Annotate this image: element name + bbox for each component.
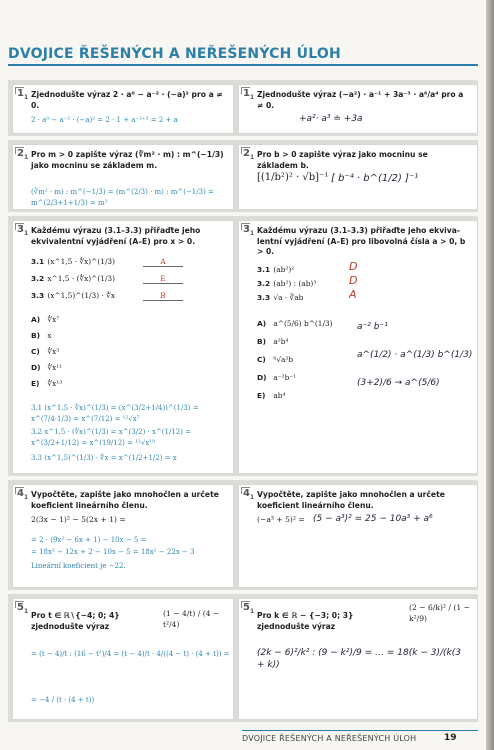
solution-step: = 2 · (9x² − 6x + 1) − 10x − 5 = <box>31 536 147 544</box>
solution-step: 3.2 x^1,5 · (∜x)^(1/3) = x^(3/2) · x^(1/12) = x^(3/2+1/12) = x^(19/12) = ¹²√x¹⁹ <box>31 428 192 447</box>
task-question: Pro b > 0 zapište výraz jako mocninu se základem b. <box>257 150 428 170</box>
solution-step: = −4 / (t · (4 + t)) <box>31 696 95 704</box>
task-expression: (−a³ + 5)² = <box>257 515 305 524</box>
solution-step: 3.1 (x^1,5 · ∜x)^(1/3) = (x^(3/2+1/4))^(1/3) = x^(7/4·1/3) = x^(7/12) = ¹²√x⁷ <box>31 404 199 423</box>
task-question: Každému výrazu (3.1–3.3) přiřaďte jeho ekvivalentní vyjádření (A–E) pro libovolná čísla a > 0, b > 0. <box>257 226 466 256</box>
option: E) ∜x¹³ <box>31 379 63 388</box>
handwritten-answer: +a²· a³ ≐ +3a <box>299 114 363 124</box>
task-1-right <box>238 84 478 134</box>
match-answer: E <box>143 274 183 284</box>
solution-step: Lineární koeficient je −22. <box>31 562 126 570</box>
match-item: 3.2 (ab²) : (ab)³ <box>257 279 317 288</box>
handwritten-match: D <box>349 260 358 273</box>
match-item: 3.1 (x^1,5 · ∜x)^(1/3) <box>31 257 116 266</box>
task-5-right <box>238 598 478 720</box>
task-expression: (2 − 6/k)² / (1 − k²/9) <box>409 603 470 623</box>
option: E) ab⁴ <box>257 391 286 400</box>
task-1-left <box>12 84 234 134</box>
task-question: Vypočtěte, zapište jako mnohočlen a určete koeficient lineárního členu. <box>257 490 445 510</box>
option: C) ⁶√a²b <box>257 355 294 364</box>
task-2-left <box>12 144 234 210</box>
task-question: Vypočtěte, zapište jako mnohočlen a určete koeficient lineárního členu. <box>31 490 219 510</box>
handwritten-match: D <box>349 274 358 287</box>
task-2-right <box>238 144 478 210</box>
task-expression: 2(3x − 1)² − 5(2x + 1) = <box>31 515 126 524</box>
running-footer: DVOJICE ŘEŠENÝCH A NEŘEŠENÝCH ÚLOH <box>242 734 417 743</box>
page-title: DVOJICE ŘEŠENÝCH A NEŘEŠENÝCH ÚLOH <box>8 46 341 62</box>
task-number: $3_1$ <box>17 224 29 237</box>
solution-step: = (t − 4)/t : (16 − t²)/4 = (t − 4)/t · 4/((4 − t) · (4 + t)) = <box>31 650 230 658</box>
task-expression: (1 − 4/t) / (4 − t²/4) <box>163 609 220 629</box>
option: D) a⁻²b⁻¹ <box>257 373 297 382</box>
task-4-left <box>12 484 234 588</box>
match-item: 3.3 (x^1,5)^(1/3) · ∜x <box>31 291 116 300</box>
task-number: $5_1$ <box>17 602 29 615</box>
option: B) x <box>31 331 52 340</box>
title-rule <box>8 64 478 66</box>
handwritten-answer: (2k − 6)²/k² : (9 − k²)/9 = … = 18(k − 3)/(k(3 + k)) <box>257 648 461 670</box>
option: D) ∜x¹¹ <box>31 363 63 372</box>
task-solution: 2 · a⁰ − a⁻² · (−a)² = 2 · 1 + a⁻²⁺² = 2 + a <box>31 116 178 124</box>
task-question: Pro m > 0 zapište výraz (∛m² · m) : m^(−1/3) jako mocninu se základem m. <box>31 150 224 170</box>
match-item: 3.2 x^1,5 · (∜x)^(1/3) <box>31 274 116 283</box>
task-number: $1_1$ <box>17 88 29 101</box>
option: C) ∜x³ <box>31 347 60 356</box>
task-number: $2_1$ <box>243 148 255 161</box>
task-question: Pro t ∈ ℝ∖{−4; 0; 4} zjednodušte výraz <box>31 611 120 631</box>
task-5-left <box>12 598 234 720</box>
option: A) a^(5/6) b^(1/3) <box>257 319 333 328</box>
option: B) a²b⁴ <box>257 337 289 346</box>
match-item: 3.3 √a · ∛ab <box>257 293 304 302</box>
handwritten-match: A <box>349 288 357 301</box>
match-answer: A <box>143 257 183 267</box>
page-number: 19 <box>444 733 457 743</box>
task-number: $2_1$ <box>17 148 29 161</box>
solution-step: 3.3 (x^1,5)^(1/3) · ∜x = x^(1/2+1/2) = x <box>31 454 177 462</box>
page-edge <box>486 0 494 750</box>
task-4-right <box>238 484 478 588</box>
task-question: Zjednodušte výraz (−a²) · a⁻¹ + 3a⁻³ · a⁶/a⁴ pro a ≠ 0. <box>257 90 464 110</box>
task-3-right <box>238 220 478 474</box>
handwritten-answer: (5 − a³)² = 25 − 10a³ + a⁶ <box>313 514 433 524</box>
task-expression: [(1/b²)² · √b]⁻¹ <box>257 172 329 183</box>
option: A) ∜x⁷ <box>31 315 60 324</box>
match-answer: B <box>143 291 183 301</box>
handwritten-note: a⁻² b⁻¹ <box>357 322 388 332</box>
task-number: $4_1$ <box>17 488 29 501</box>
task-solution: (∛m² · m) : m^(−1/3) = (m^(2/3) · m) : m^(−1/3) = m^(2/3+1+1/3) = m² <box>31 188 214 207</box>
solution-step: = 18x² − 12x + 2 − 10x − 5 = 18x² − 22x − 3 <box>31 548 195 556</box>
task-number: $5_1$ <box>243 602 255 615</box>
task-question: Každému výrazu (3.1–3.3) přiřaďte jeho ekvivalentní vyjádření (A–E) pro x > 0. <box>31 226 201 246</box>
task-question: Zjednodušte výraz 2 · a⁰ − a⁻² · (−a)² pro a ≠ 0. <box>31 90 223 110</box>
task-number: $1_1$ <box>243 88 255 101</box>
task-question: Pro k ∈ ℝ − {−3; 0; 3} zjednodušte výraz <box>257 611 354 631</box>
handwritten-note: a^(1/2) · a^(1/3) b^(1/3) <box>357 350 473 360</box>
task-number: $4_1$ <box>243 488 255 501</box>
handwritten-answer: [ b⁻⁴ · b^(1/2) ]⁻¹ <box>331 173 419 184</box>
handwritten-note: (3+2)/6 → a^(5/6) <box>357 378 440 388</box>
footer-rule <box>242 730 478 731</box>
match-item: 3.1 (ab²)² <box>257 265 295 274</box>
task-number: $3_1$ <box>243 224 255 237</box>
task-3-left <box>12 220 234 474</box>
